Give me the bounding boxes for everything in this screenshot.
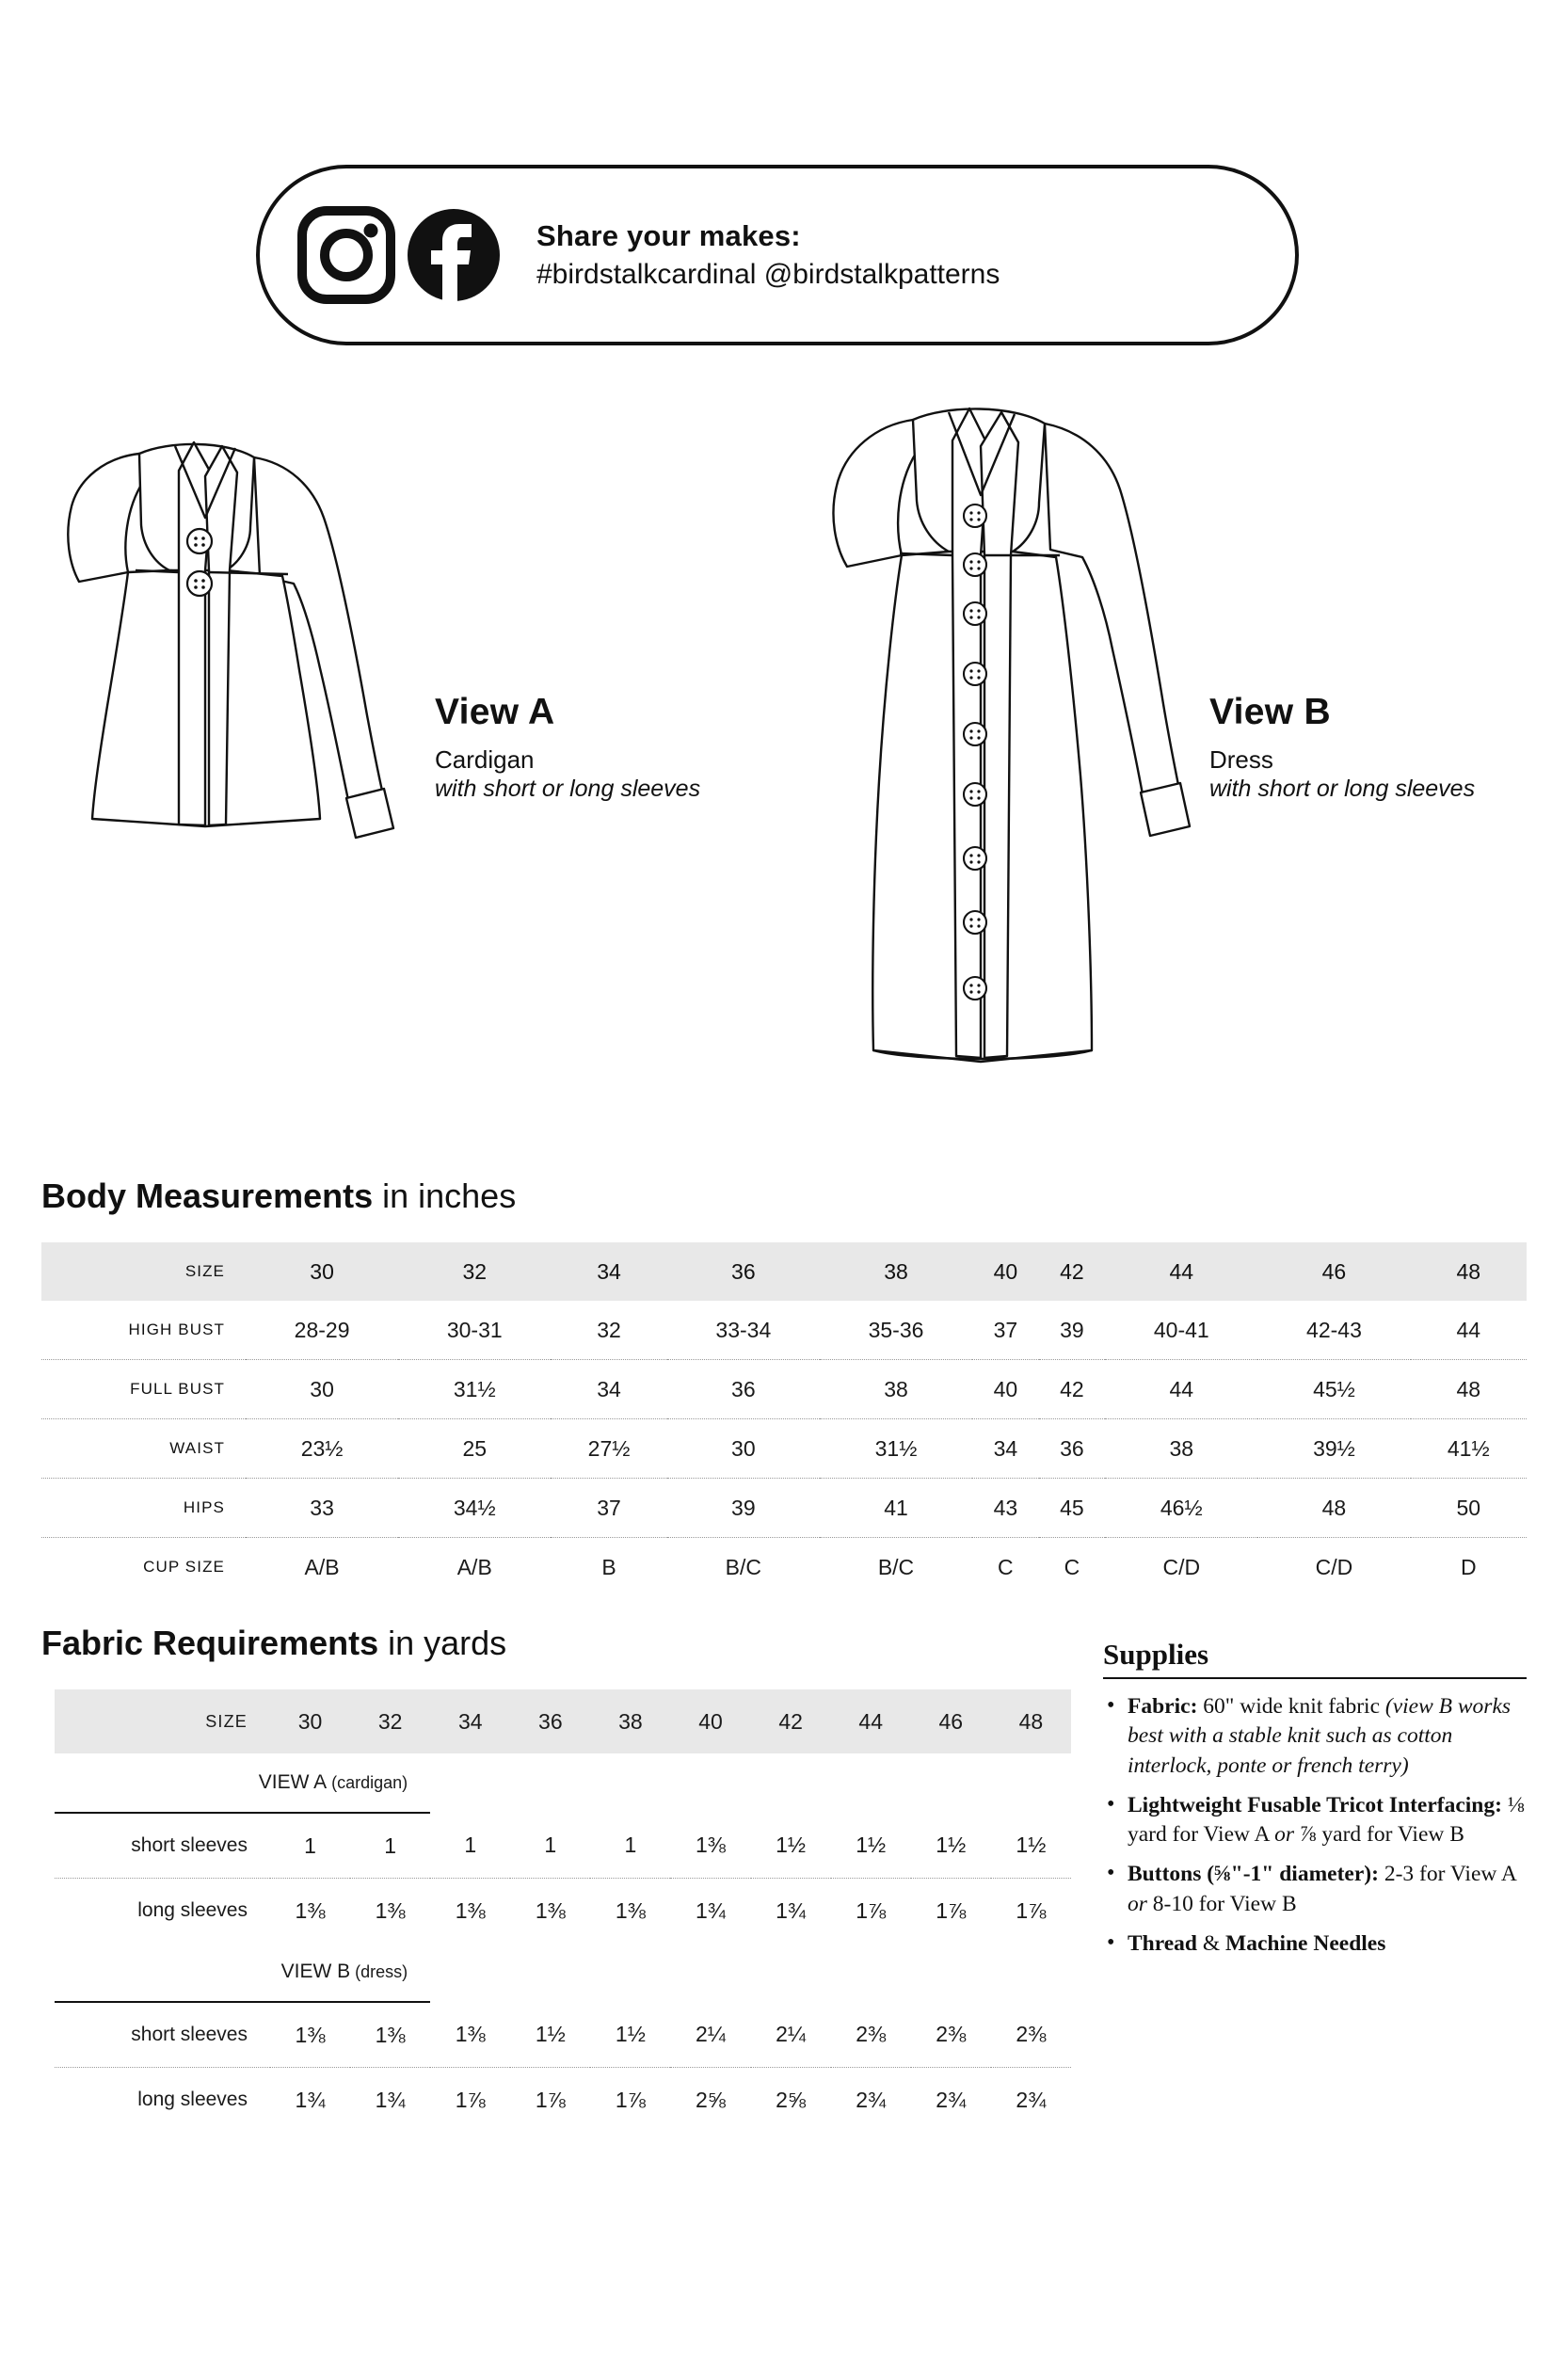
fr-cell: 2⅜	[991, 2002, 1071, 2068]
social-icons-group	[297, 206, 503, 304]
bm-size-label: SIZE	[184, 1262, 225, 1280]
bm-cell: 39	[1039, 1301, 1106, 1360]
fr-row-label-b-long: long sleeves	[137, 2089, 248, 2110]
bm-cell: C	[1064, 1554, 1080, 1579]
fr-cell: 2⅜	[831, 2002, 911, 2068]
bm-size-40: 40	[993, 1258, 1018, 1284]
instagram-icon[interactable]	[297, 206, 395, 304]
bm-cell: 44	[1105, 1360, 1257, 1419]
fr-cell: 1⅞	[1016, 1897, 1047, 1923]
bm-cell: 34½	[398, 1479, 551, 1538]
bm-cell: 44	[1411, 1301, 1527, 1360]
fr-group-header-spacer	[430, 1753, 1071, 1813]
fr-cell: 2⅜	[911, 2002, 991, 2068]
bm-row-label-hips: HIPS	[41, 1479, 246, 1538]
bm-cell: A/B	[456, 1554, 492, 1579]
view-a-subtitle: Cardigan	[435, 745, 535, 774]
bm-cell: 42-43	[1257, 1301, 1410, 1360]
fr-cell: 2¾	[936, 2087, 967, 2112]
fr-cell: 1⅜	[535, 1897, 566, 1923]
fr-cell: 1¾	[696, 1897, 726, 1923]
bm-cell: 30	[246, 1360, 398, 1419]
fr-cell: 1⅜	[615, 1897, 646, 1923]
body-measurements-heading-sub: in inches	[373, 1176, 517, 1215]
bm-cell: 37	[551, 1479, 666, 1538]
bm-cell: 35-36	[820, 1301, 972, 1360]
table-row	[41, 1301, 1527, 1360]
fr-size-label: SIZE	[205, 1711, 248, 1731]
bm-cell: A/B	[304, 1554, 340, 1579]
supplies-item-text: &	[1197, 1930, 1226, 1956]
fr-cell: 1⅞	[455, 2087, 486, 2112]
bm-cell: 32	[551, 1301, 666, 1360]
bm-cell: 46½	[1105, 1479, 1257, 1538]
fr-size-42: 42	[778, 1708, 803, 1734]
bm-size-36: 36	[731, 1258, 756, 1284]
table-row	[55, 2002, 1071, 2068]
fr-size-40: 40	[698, 1708, 723, 1734]
fr-cell: 1	[510, 1813, 590, 1879]
supplies-item-text-2: 8-10 for View B	[1146, 1891, 1297, 1916]
bm-cell: 33	[246, 1479, 398, 1538]
bm-cell: 39½	[1257, 1419, 1410, 1479]
table-row	[55, 1879, 1071, 1944]
supplies-item-text: 2-3 for View A	[1378, 1862, 1516, 1887]
fr-row-label-b-short: short sleeves	[55, 2002, 270, 2068]
fr-cell: 2¾	[856, 2087, 887, 2112]
supplies-item-italic: (view B works best with a stable knit such as cotton interlock, ponte or french terry)	[1128, 1694, 1512, 1778]
body-measurements-table	[41, 1242, 1527, 1596]
fr-cell: 1½	[831, 1813, 911, 1879]
fr-cell: 2¼	[670, 2002, 750, 2068]
fr-size-34: 34	[457, 1708, 483, 1734]
bm-size-42: 42	[1060, 1258, 1084, 1284]
bm-cell: 38	[820, 1360, 972, 1419]
view-a-note: with short or long sleeves	[435, 776, 701, 802]
fr-cell: 2⅝	[776, 2087, 807, 2112]
fr-cell: 2⅝	[696, 2087, 726, 2112]
fr-size-36: 36	[538, 1708, 563, 1734]
bm-size-48: 48	[1456, 1258, 1481, 1284]
view-b-title: View B	[1209, 692, 1331, 732]
view-b-note: with short or long sleeves	[1209, 776, 1476, 802]
fr-cell: 1	[350, 1813, 430, 1879]
supplies-item-label: Lightweight Fusable Tricot Interfacing:	[1128, 1792, 1502, 1817]
view-a-title: View A	[435, 692, 555, 732]
fr-cell: 1½	[751, 1813, 831, 1879]
fr-row-label-a-short: short sleeves	[55, 1813, 270, 1879]
bm-size-34: 34	[597, 1258, 621, 1284]
supplies-item-text: ⅛ yard for View A	[1128, 1792, 1525, 1847]
fr-cell: 2¾	[1016, 2087, 1047, 2112]
bm-cell: 34	[551, 1360, 666, 1419]
social-text-block	[536, 218, 1000, 292]
body-measurements-heading	[41, 1176, 516, 1216]
fr-cell: 1⅞	[936, 1897, 967, 1923]
bm-cell: 41½	[1411, 1419, 1527, 1479]
fr-group-header-view-b	[55, 1943, 1071, 2002]
bm-cell: C/D	[1162, 1554, 1201, 1579]
view-a-illustration	[38, 405, 433, 1031]
fr-group-title-view-b	[55, 1943, 430, 2002]
body-measurements-heading-main: Body Measurements	[41, 1176, 374, 1215]
fr-cell: 1¾	[776, 1897, 807, 1923]
fr-cell: 1	[590, 1813, 670, 1879]
fr-size-48: 48	[1018, 1708, 1044, 1734]
bm-cell: B/C	[725, 1554, 761, 1579]
fr-size-38: 38	[618, 1708, 643, 1734]
bm-cell: 39	[667, 1479, 820, 1538]
bm-cell: 30	[667, 1419, 820, 1479]
fr-size-46: 46	[938, 1708, 964, 1734]
bm-cell: B/C	[877, 1554, 915, 1579]
fr-size-44: 44	[858, 1708, 883, 1734]
bm-cell: C/D	[1315, 1554, 1353, 1579]
bm-size-44: 44	[1169, 1258, 1194, 1284]
facebook-icon[interactable]	[405, 206, 503, 304]
fr-cell: 1¾	[295, 2087, 326, 2112]
bm-cell: 48	[1411, 1360, 1527, 1419]
supplies-item-label: Fabric:	[1128, 1694, 1198, 1719]
supplies-item-italic: or	[1274, 1822, 1295, 1847]
list-item	[1103, 1791, 1527, 1850]
bm-row-label-cup-size: CUP SIZE	[143, 1558, 225, 1576]
fr-group-header-spacer	[430, 1943, 1071, 2002]
fr-group-title-main: VIEW B	[280, 1961, 351, 1982]
fr-cell: 1½	[510, 2002, 590, 2068]
fr-group-title-main: VIEW A	[258, 1771, 328, 1793]
bm-cell: 42	[1039, 1360, 1106, 1419]
fabric-requirements-heading-sub: in yards	[378, 1624, 507, 1662]
bm-cell: 40	[972, 1360, 1039, 1419]
bm-cell: 31½	[820, 1419, 972, 1479]
supplies-item-text: 60" wide knit fabric	[1197, 1694, 1385, 1719]
fr-size-30: 30	[297, 1708, 323, 1734]
bm-size-32: 32	[462, 1258, 488, 1284]
fr-cell: 1⅜	[455, 1897, 486, 1923]
bm-cell: 33-34	[667, 1301, 820, 1360]
bm-cell: 36	[1039, 1419, 1106, 1479]
supplies-item-label-2: Machine Needles	[1225, 1930, 1386, 1956]
list-item	[1103, 1692, 1527, 1781]
bm-cell: 48	[1257, 1479, 1410, 1538]
fabric-requirements-heading-main: Fabric Requirements	[41, 1624, 379, 1662]
bm-row-label-high-bust: HIGH BUST	[41, 1301, 246, 1360]
social-handles: #birdstalkcardinal @birdstalkpatterns	[536, 258, 1000, 290]
bm-cell: 30-31	[398, 1301, 551, 1360]
bm-cell: 28-29	[246, 1301, 398, 1360]
bm-cell: 25	[398, 1419, 551, 1479]
table-header-row	[41, 1242, 1527, 1301]
supplies-item-label: Buttons (⅝"-1" diameter):	[1128, 1862, 1379, 1887]
bm-cell: 50	[1411, 1479, 1527, 1538]
view-b-label-block	[1209, 692, 1529, 803]
list-item	[1103, 1860, 1527, 1919]
fr-group-title-view-a	[55, 1753, 430, 1813]
bm-cell: 31½	[398, 1360, 551, 1419]
supplies-divider	[1103, 1677, 1527, 1679]
fr-cell: 1⅞	[615, 2087, 646, 2112]
fr-cell: 1⅞	[856, 1897, 887, 1923]
fr-row-label-a-long: long sleeves	[137, 1899, 248, 1921]
supplies-list	[1103, 1692, 1527, 1959]
list-item	[1103, 1929, 1527, 1959]
fr-group-title-small: (dress)	[350, 1962, 408, 1981]
bm-cell: 36	[667, 1360, 820, 1419]
table-row	[41, 1479, 1527, 1538]
bm-cell: 38	[1105, 1419, 1257, 1479]
view-b-illustration	[781, 376, 1214, 1228]
table-row	[55, 2068, 1071, 2133]
fr-cell: 1⅜	[350, 2002, 430, 2068]
bm-cell: D	[1460, 1554, 1477, 1579]
bm-size-46: 46	[1321, 1258, 1347, 1284]
bm-cell: 45½	[1257, 1360, 1410, 1419]
fr-size-32: 32	[377, 1708, 403, 1734]
share-title: Share your makes:	[536, 218, 801, 252]
bm-cell: 27½	[551, 1419, 666, 1479]
fr-cell: 1½	[590, 2002, 670, 2068]
fr-cell: 1⅜	[430, 2002, 510, 2068]
fr-group-header-view-a	[55, 1753, 1071, 1813]
share-your-makes-banner	[256, 165, 1299, 345]
table-row	[41, 1538, 1527, 1597]
table-row	[55, 1813, 1071, 1879]
fr-cell: 1⅜	[670, 1813, 750, 1879]
fr-cell: 1½	[911, 1813, 991, 1879]
fr-cell: 1	[430, 1813, 510, 1879]
view-b-subtitle: Dress	[1209, 745, 1273, 774]
view-a-label-block	[435, 692, 755, 803]
bm-row-label-full-bust: FULL BUST	[41, 1360, 246, 1419]
supplies-title: Supplies	[1103, 1638, 1209, 1671]
table-header-row	[55, 1689, 1071, 1753]
bm-cell: B	[601, 1554, 616, 1579]
fr-cell: 2¼	[751, 2002, 831, 2068]
bm-size-38: 38	[884, 1258, 908, 1284]
bm-cell: 23½	[246, 1419, 398, 1479]
supplies-section	[1103, 1638, 1527, 1969]
bm-size-30: 30	[310, 1258, 334, 1284]
fabric-requirements-heading	[41, 1624, 506, 1663]
bm-cell: 34	[972, 1419, 1039, 1479]
fabric-requirements-table	[55, 1689, 1071, 2132]
supplies-item-label: Thread	[1128, 1930, 1197, 1956]
fr-cell: 1⅜	[270, 2002, 350, 2068]
bm-cell: C	[998, 1554, 1014, 1579]
fr-cell: 1½	[991, 1813, 1071, 1879]
bm-cell: 37	[972, 1301, 1039, 1360]
table-row	[41, 1360, 1527, 1419]
fr-cell: 1⅞	[535, 2087, 566, 2112]
bm-row-label-waist: WAIST	[41, 1419, 246, 1479]
supplies-item-italic: or	[1128, 1891, 1147, 1916]
fr-cell: 1⅜	[295, 1897, 326, 1923]
supplies-item-text-2: ⅞ yard for View B	[1294, 1822, 1464, 1847]
fr-cell: 1⅜	[375, 1897, 406, 1923]
bm-cell: 45	[1039, 1479, 1106, 1538]
bm-cell: 40-41	[1105, 1301, 1257, 1360]
bm-cell: 41	[820, 1479, 972, 1538]
bm-cell: 43	[972, 1479, 1039, 1538]
table-row	[41, 1419, 1527, 1479]
fr-group-title-small: (cardigan)	[327, 1773, 408, 1792]
fr-cell: 1¾	[375, 2087, 406, 2112]
fr-cell: 1	[270, 1813, 350, 1879]
